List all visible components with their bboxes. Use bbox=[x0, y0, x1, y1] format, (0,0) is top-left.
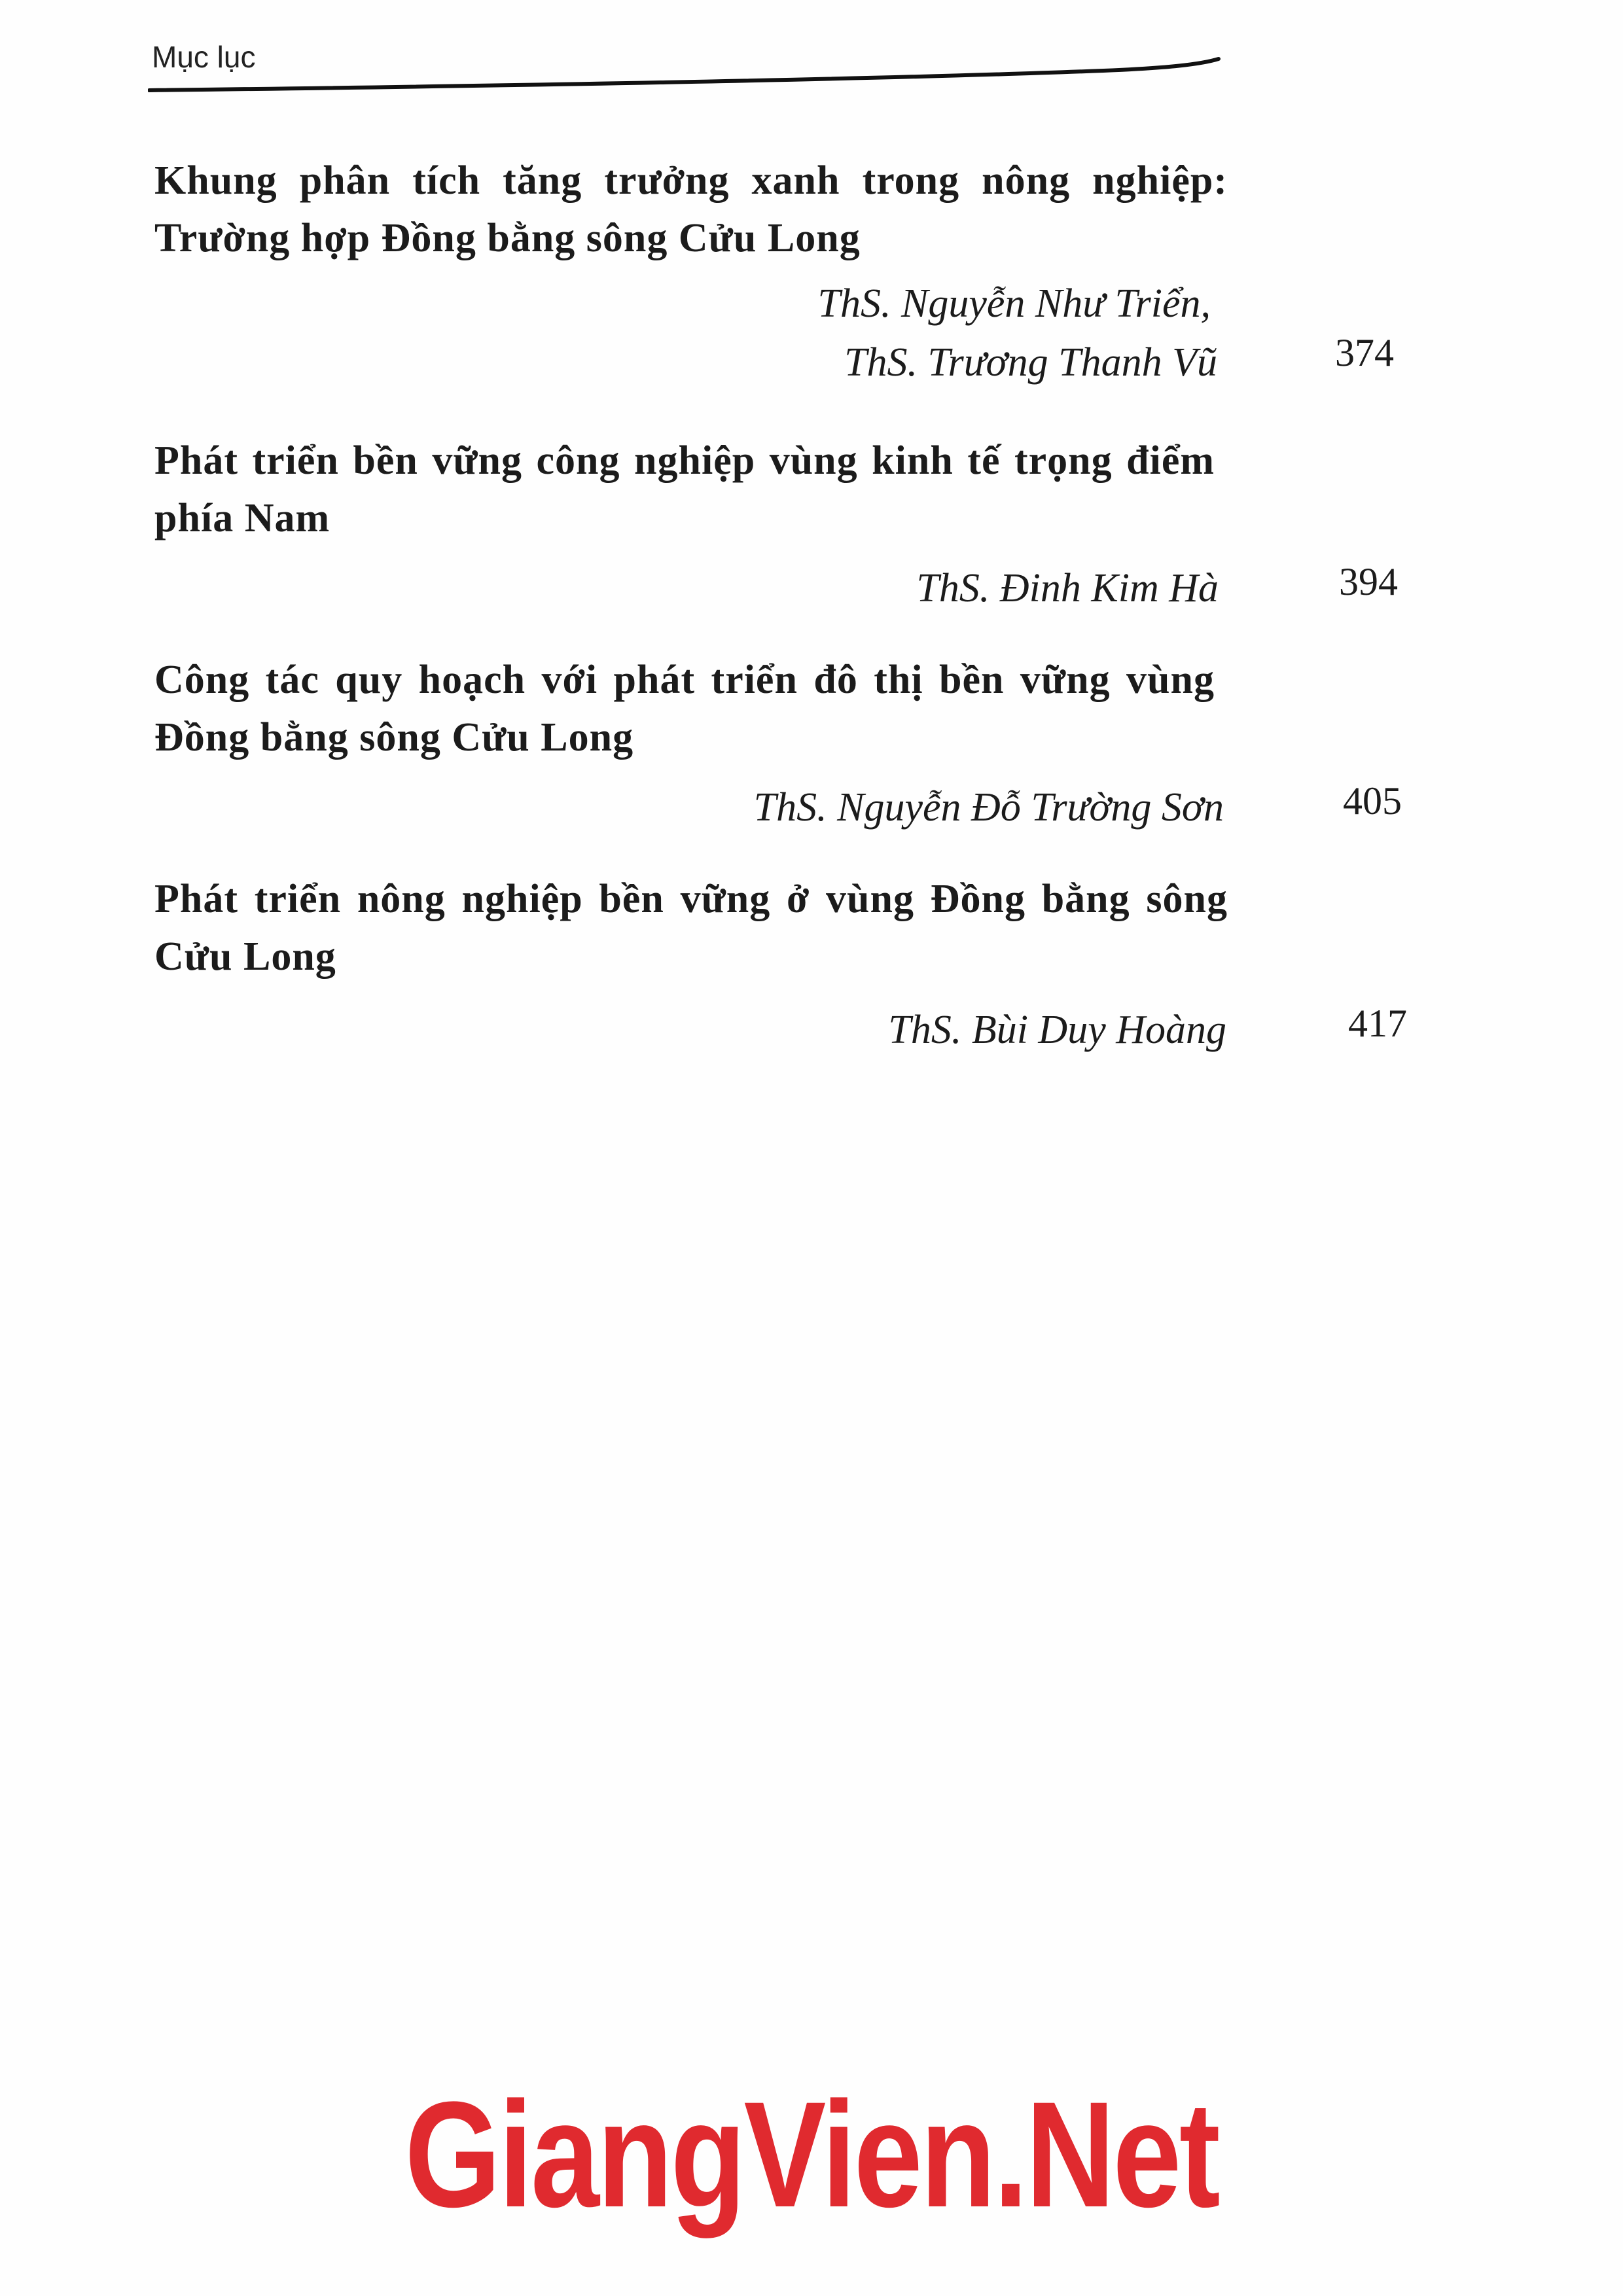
toc-entry-page-number[interactable]: 394 bbox=[1339, 560, 1398, 603]
toc-entry-author: ThS. Nguyễn Như Triển, bbox=[817, 281, 1211, 326]
toc-entry-author: ThS. Trương Thanh Vũ bbox=[844, 340, 1217, 385]
watermark-text: GiangVien.Net bbox=[404, 2070, 1219, 2238]
toc-entry-title[interactable]: Phát triển bền vững công nghiệp vùng kinh tế trọng điểm phía Nam bbox=[154, 438, 1215, 540]
toc-entry-page-number[interactable]: 374 bbox=[1335, 331, 1394, 374]
toc-entry-page-number[interactable]: 417 bbox=[1348, 1002, 1407, 1045]
header-rule bbox=[148, 39, 1221, 98]
toc-entry-author: ThS. Nguyễn Đỗ Trường Sơn bbox=[753, 785, 1224, 830]
toc-entry-author: ThS. Bùi Duy Hoàng bbox=[888, 1008, 1226, 1052]
toc-entry-page-number[interactable]: 405 bbox=[1343, 779, 1402, 822]
toc-entry-author: ThS. Đinh Kim Hà bbox=[916, 566, 1219, 610]
toc-entry-title[interactable]: Công tác quy hoạch với phát triển đô thị bền vững vùng Đồng bằng sông Cửu Long bbox=[154, 658, 1215, 760]
running-head: Mục lục bbox=[152, 40, 256, 74]
toc-entry-title[interactable]: Khung phân tích tăng trưởng xanh trong nông nghiệp: Trường hợp Đồng bằng sông Cửu Long bbox=[154, 158, 1228, 260]
toc-entry-title[interactable]: Phát triển nông nghiệp bền vững ở vùng Đồng bằng sông Cửu Long bbox=[154, 877, 1228, 979]
